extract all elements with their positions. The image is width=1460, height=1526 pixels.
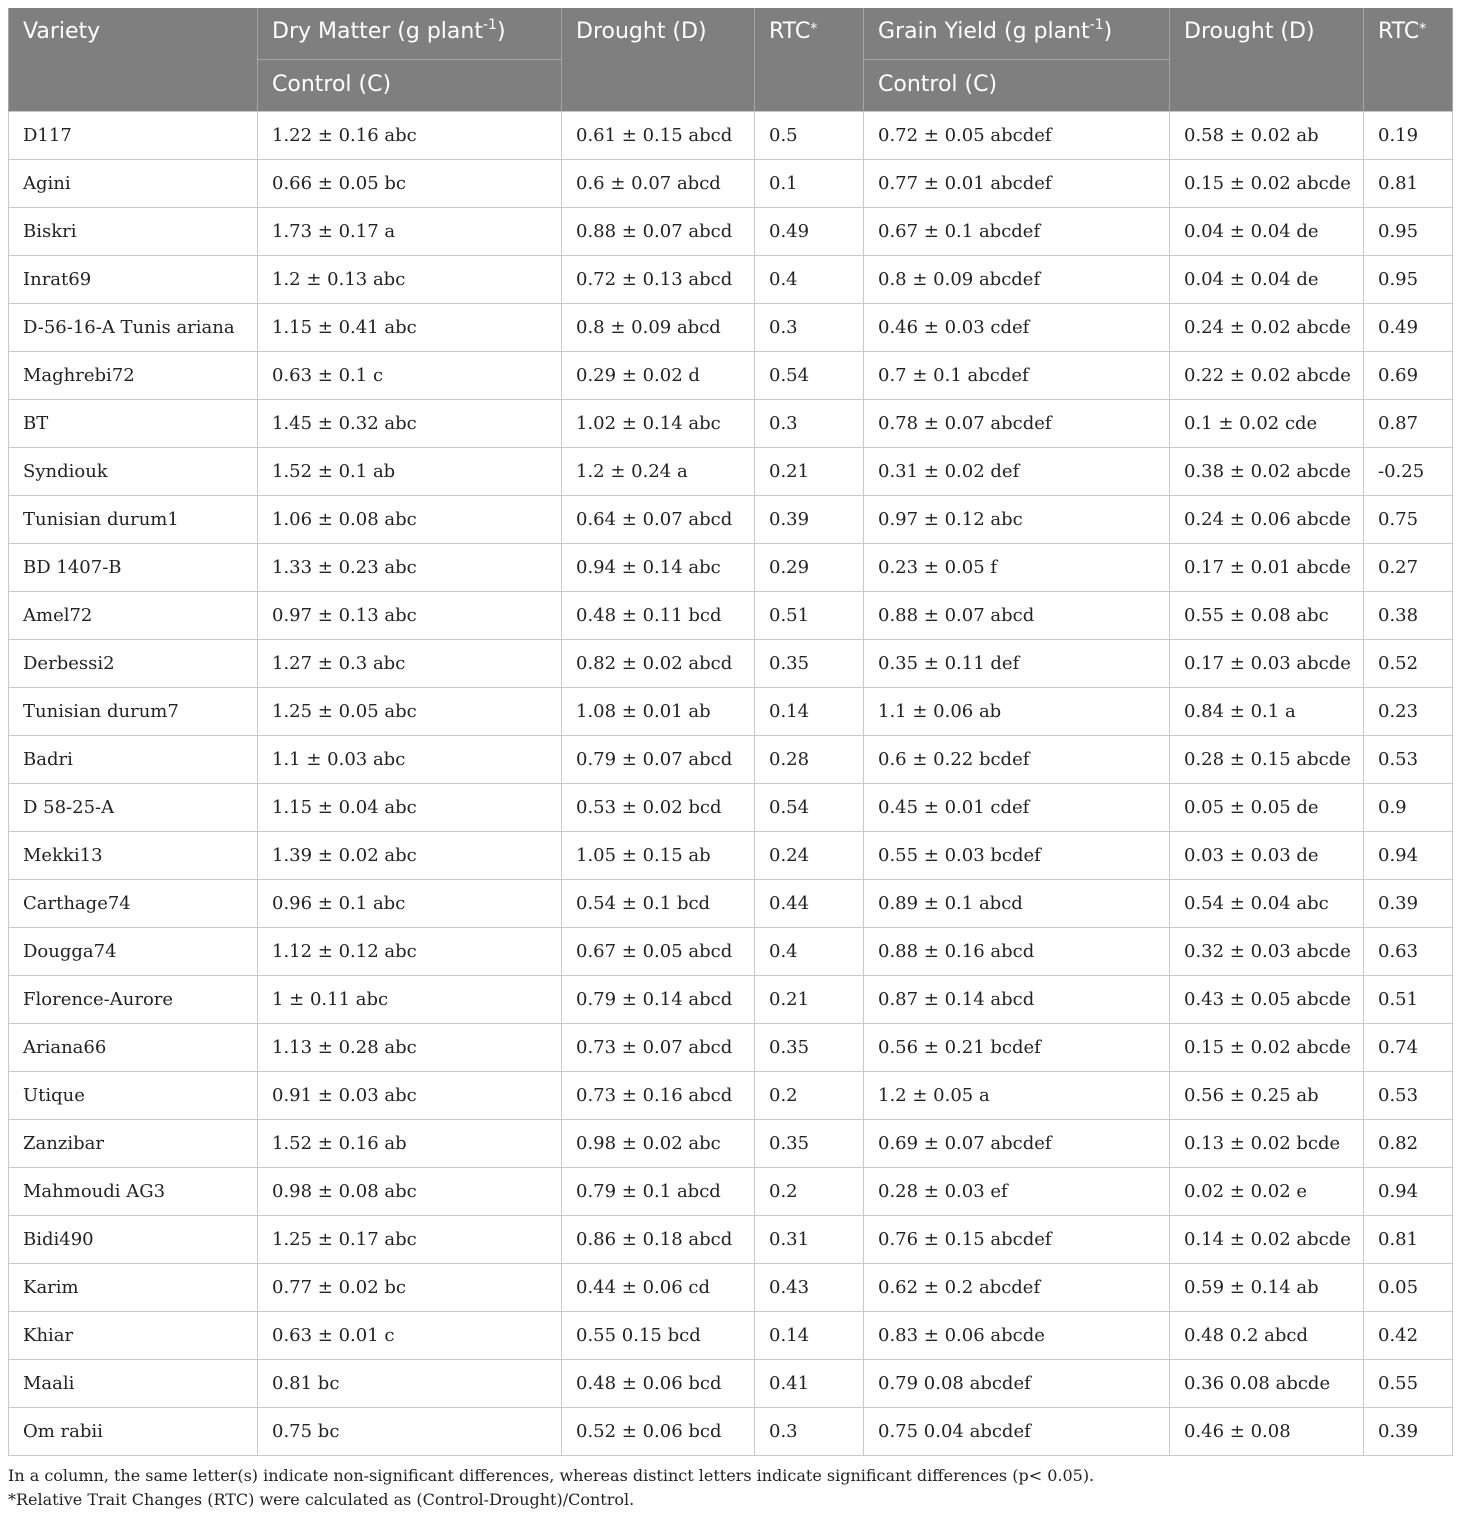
rtc-gy-cell: 0.27 [1364, 543, 1453, 591]
rtc-dm-cell: 0.14 [755, 1311, 864, 1359]
control-dm-cell: 1.13 ± 0.28 abc [258, 1023, 562, 1071]
table-row [9, 1023, 1453, 1071]
rtc-dm-cell: 0.2 [755, 1167, 864, 1215]
header-dry-matter-close: ) [496, 19, 506, 44]
control-dm-cell: 1.73 ± 0.17 a [258, 207, 562, 255]
control-dm-cell: 0.63 ± 0.01 c [258, 1311, 562, 1359]
rtc-gy-cell: 0.94 [1364, 831, 1453, 879]
control-gy-cell: 0.89 ± 0.1 abcd [864, 879, 1170, 927]
variety-cell: D-56-16-A Tunis ariana [9, 303, 258, 351]
drought-dm-cell: 1.2 ± 0.24 a [562, 447, 755, 495]
variety-cell: Florence-Aurore [9, 975, 258, 1023]
drought-gy-cell: 0.15 ± 0.02 abcde [1170, 159, 1364, 207]
table-row [9, 1311, 1453, 1359]
control-gy-cell: 0.79 0.08 abcdef [864, 1359, 1170, 1407]
table-row [9, 591, 1453, 639]
control-gy-cell: 0.35 ± 0.11 def [864, 639, 1170, 687]
header-rtc-dm-text: RTC [769, 19, 811, 44]
table-row [9, 1263, 1453, 1311]
drought-dm-cell: 0.55 0.15 bcd [562, 1311, 755, 1359]
rtc-gy-cell: 0.87 [1364, 399, 1453, 447]
variety-cell: Utique [9, 1071, 258, 1119]
control-gy-cell: 0.46 ± 0.03 cdef [864, 303, 1170, 351]
drought-dm-cell: 0.98 ± 0.02 abc [562, 1119, 755, 1167]
drought-gy-cell: 0.56 ± 0.25 ab [1170, 1071, 1364, 1119]
header-dry-matter-sup: -1 [482, 17, 497, 33]
rtc-gy-cell: 0.9 [1364, 783, 1453, 831]
control-dm-cell: 1.52 ± 0.1 ab [258, 447, 562, 495]
control-gy-cell: 0.88 ± 0.16 abcd [864, 927, 1170, 975]
rtc-gy-cell: 0.82 [1364, 1119, 1453, 1167]
footnotes [8, 1464, 1452, 1512]
variety-cell: Ariana66 [9, 1023, 258, 1071]
control-gy-cell: 0.88 ± 0.07 abcd [864, 591, 1170, 639]
drought-gy-cell: 0.84 ± 0.1 a [1170, 687, 1364, 735]
control-dm-cell: 0.96 ± 0.1 abc [258, 879, 562, 927]
drought-gy-cell: 0.24 ± 0.02 abcde [1170, 303, 1364, 351]
control-gy-cell: 0.8 ± 0.09 abcdef [864, 255, 1170, 303]
drought-gy-cell: 0.46 ± 0.08 [1170, 1407, 1364, 1455]
header-rtc-dm-star: * [810, 21, 818, 37]
control-gy-cell: 0.7 ± 0.1 abcdef [864, 351, 1170, 399]
drought-dm-cell: 0.79 ± 0.1 abcd [562, 1167, 755, 1215]
control-dm-cell: 1.39 ± 0.02 abc [258, 831, 562, 879]
table-row [9, 639, 1453, 687]
header-grain-yield-text: Grain Yield (g plant [878, 19, 1090, 44]
control-dm-cell: 0.66 ± 0.05 bc [258, 159, 562, 207]
rtc-dm-cell: 0.31 [755, 1215, 864, 1263]
control-dm-cell: 0.91 ± 0.03 abc [258, 1071, 562, 1119]
rtc-dm-cell: 0.4 [755, 255, 864, 303]
control-gy-cell: 0.76 ± 0.15 abcdef [864, 1215, 1170, 1263]
drought-dm-cell: 1.05 ± 0.15 ab [562, 831, 755, 879]
footnote-rtc: *Relative Trait Changes (RTC) were calculated as (Control-Drought)/Control. [8, 1489, 635, 1509]
control-dm-cell: 0.81 bc [258, 1359, 562, 1407]
variety-cell: Tunisian durum1 [9, 495, 258, 543]
drought-dm-cell: 0.53 ± 0.02 bcd [562, 783, 755, 831]
drought-gy-cell: 0.38 ± 0.02 abcde [1170, 447, 1364, 495]
drought-gy-cell: 0.48 0.2 abcd [1170, 1311, 1364, 1359]
rtc-gy-cell: 0.05 [1364, 1263, 1453, 1311]
control-dm-cell: 0.98 ± 0.08 abc [258, 1167, 562, 1215]
rtc-dm-cell: 0.3 [755, 1407, 864, 1455]
control-gy-cell: 0.78 ± 0.07 abcdef [864, 399, 1170, 447]
drought-gy-cell: 0.59 ± 0.14 ab [1170, 1263, 1364, 1311]
control-dm-cell: 1.15 ± 0.41 abc [258, 303, 562, 351]
drought-gy-cell: 0.32 ± 0.03 abcde [1170, 927, 1364, 975]
table-row [9, 879, 1453, 927]
variety-cell: Biskri [9, 207, 258, 255]
rtc-gy-cell: 0.95 [1364, 255, 1453, 303]
rtc-gy-cell: 0.69 [1364, 351, 1453, 399]
drought-dm-cell: 0.82 ± 0.02 abcd [562, 639, 755, 687]
rtc-gy-cell: 0.23 [1364, 687, 1453, 735]
rtc-gy-cell: 0.39 [1364, 1407, 1453, 1455]
header-rtc-gy-text: RTC [1378, 19, 1420, 44]
table-row [9, 735, 1453, 783]
table-body [9, 111, 1453, 1455]
header-variety: Variety [9, 8, 258, 111]
control-dm-cell: 1.27 ± 0.3 abc [258, 639, 562, 687]
drought-gy-cell: 0.36 0.08 abcde [1170, 1359, 1364, 1407]
rtc-dm-cell: 0.29 [755, 543, 864, 591]
table-row [9, 1215, 1453, 1263]
variety-cell: Maghrebi72 [9, 351, 258, 399]
header-control-gy: Control (C) [864, 59, 1170, 111]
drought-dm-cell: 0.73 ± 0.07 abcd [562, 1023, 755, 1071]
control-gy-cell: 0.83 ± 0.06 abcde [864, 1311, 1170, 1359]
rtc-gy-cell: 0.39 [1364, 879, 1453, 927]
table-row [9, 1167, 1453, 1215]
control-gy-cell: 0.6 ± 0.22 bcdef [864, 735, 1170, 783]
data-table [8, 8, 1453, 1456]
variety-cell: Syndiouk [9, 447, 258, 495]
drought-dm-cell: 0.88 ± 0.07 abcd [562, 207, 755, 255]
table-row [9, 1071, 1453, 1119]
header-control-dm: Control (C) [258, 59, 562, 111]
variety-cell: Mekki13 [9, 831, 258, 879]
header-dry-matter-text: Dry Matter (g plant [272, 19, 483, 44]
variety-cell: Badri [9, 735, 258, 783]
drought-gy-cell: 0.54 ± 0.04 abc [1170, 879, 1364, 927]
drought-gy-cell: 0.17 ± 0.03 abcde [1170, 639, 1364, 687]
table-row [9, 111, 1453, 159]
rtc-gy-cell: -0.25 [1364, 447, 1453, 495]
rtc-dm-cell: 0.39 [755, 495, 864, 543]
rtc-gy-cell: 0.81 [1364, 1215, 1453, 1263]
variety-cell: Mahmoudi AG3 [9, 1167, 258, 1215]
control-gy-cell: 0.97 ± 0.12 abc [864, 495, 1170, 543]
control-gy-cell: 0.77 ± 0.01 abcdef [864, 159, 1170, 207]
table-row [9, 927, 1453, 975]
control-dm-cell: 1.45 ± 0.32 abc [258, 399, 562, 447]
drought-gy-cell: 0.13 ± 0.02 bcde [1170, 1119, 1364, 1167]
rtc-gy-cell: 0.95 [1364, 207, 1453, 255]
table-row [9, 975, 1453, 1023]
variety-cell: Tunisian durum7 [9, 687, 258, 735]
control-gy-cell: 0.45 ± 0.01 cdef [864, 783, 1170, 831]
control-dm-cell: 0.77 ± 0.02 bc [258, 1263, 562, 1311]
variety-cell: Zanzibar [9, 1119, 258, 1167]
variety-cell: Amel72 [9, 591, 258, 639]
table-row [9, 351, 1453, 399]
rtc-dm-cell: 0.3 [755, 399, 864, 447]
rtc-dm-cell: 0.14 [755, 687, 864, 735]
drought-dm-cell: 0.67 ± 0.05 abcd [562, 927, 755, 975]
table-row [9, 1359, 1453, 1407]
rtc-dm-cell: 0.28 [755, 735, 864, 783]
table-row [9, 255, 1453, 303]
footnote-significance: In a column, the same letter(s) indicate non-significant differences, whereas distinct letters indicate significant differences (p< 0.05). [8, 1465, 1095, 1485]
drought-gy-cell: 0.03 ± 0.03 de [1170, 831, 1364, 879]
rtc-gy-cell: 0.94 [1364, 1167, 1453, 1215]
control-gy-cell: 0.75 0.04 abcdef [864, 1407, 1170, 1455]
table-row [9, 207, 1453, 255]
rtc-dm-cell: 0.44 [755, 879, 864, 927]
variety-cell: Inrat69 [9, 255, 258, 303]
rtc-dm-cell: 0.35 [755, 1119, 864, 1167]
variety-cell: Karim [9, 1263, 258, 1311]
drought-gy-cell: 0.24 ± 0.06 abcde [1170, 495, 1364, 543]
control-dm-cell: 0.97 ± 0.13 abc [258, 591, 562, 639]
control-dm-cell: 1.33 ± 0.23 abc [258, 543, 562, 591]
rtc-dm-cell: 0.1 [755, 159, 864, 207]
rtc-dm-cell: 0.4 [755, 927, 864, 975]
control-dm-cell: 1.15 ± 0.04 abc [258, 783, 562, 831]
rtc-dm-cell: 0.54 [755, 783, 864, 831]
header-row-1 [9, 8, 1453, 59]
rtc-dm-cell: 0.35 [755, 1023, 864, 1071]
rtc-gy-cell: 0.53 [1364, 735, 1453, 783]
drought-gy-cell: 0.1 ± 0.02 cde [1170, 399, 1364, 447]
control-gy-cell: 0.72 ± 0.05 abcdef [864, 111, 1170, 159]
drought-gy-cell: 0.14 ± 0.02 abcde [1170, 1215, 1364, 1263]
header-rtc-gy [1364, 8, 1453, 111]
variety-cell: Khiar [9, 1311, 258, 1359]
table-row [9, 399, 1453, 447]
rtc-dm-cell: 0.51 [755, 591, 864, 639]
control-gy-cell: 0.31 ± 0.02 def [864, 447, 1170, 495]
variety-cell: D 58-25-A [9, 783, 258, 831]
rtc-dm-cell: 0.49 [755, 207, 864, 255]
drought-dm-cell: 0.79 ± 0.07 abcd [562, 735, 755, 783]
control-gy-cell: 0.69 ± 0.07 abcdef [864, 1119, 1170, 1167]
drought-dm-cell: 0.44 ± 0.06 cd [562, 1263, 755, 1311]
control-dm-cell: 0.63 ± 0.1 c [258, 351, 562, 399]
table-row [9, 495, 1453, 543]
drought-dm-cell: 0.6 ± 0.07 abcd [562, 159, 755, 207]
variety-cell: Om rabii [9, 1407, 258, 1455]
table-row [9, 543, 1453, 591]
rtc-gy-cell: 0.49 [1364, 303, 1453, 351]
drought-dm-cell: 0.73 ± 0.16 abcd [562, 1071, 755, 1119]
rtc-dm-cell: 0.3 [755, 303, 864, 351]
table-row [9, 831, 1453, 879]
rtc-gy-cell: 0.81 [1364, 159, 1453, 207]
drought-dm-cell: 1.08 ± 0.01 ab [562, 687, 755, 735]
table-row [9, 1407, 1453, 1455]
rtc-dm-cell: 0.21 [755, 447, 864, 495]
control-gy-cell: 0.23 ± 0.05 f [864, 543, 1170, 591]
rtc-dm-cell: 0.2 [755, 1071, 864, 1119]
rtc-gy-cell: 0.38 [1364, 591, 1453, 639]
drought-gy-cell: 0.04 ± 0.04 de [1170, 207, 1364, 255]
drought-dm-cell: 0.52 ± 0.06 bcd [562, 1407, 755, 1455]
table-row [9, 303, 1453, 351]
drought-dm-cell: 0.48 ± 0.06 bcd [562, 1359, 755, 1407]
drought-gy-cell: 0.28 ± 0.15 abcde [1170, 735, 1364, 783]
drought-gy-cell: 0.55 ± 0.08 abc [1170, 591, 1364, 639]
rtc-gy-cell: 0.75 [1364, 495, 1453, 543]
control-dm-cell: 1 ± 0.11 abc [258, 975, 562, 1023]
control-gy-cell: 0.67 ± 0.1 abcdef [864, 207, 1170, 255]
table-row [9, 447, 1453, 495]
rtc-gy-cell: 0.74 [1364, 1023, 1453, 1071]
rtc-dm-cell: 0.5 [755, 111, 864, 159]
rtc-gy-cell: 0.63 [1364, 927, 1453, 975]
variety-cell: Maali [9, 1359, 258, 1407]
rtc-gy-cell: 0.53 [1364, 1071, 1453, 1119]
drought-gy-cell: 0.05 ± 0.05 de [1170, 783, 1364, 831]
drought-dm-cell: 0.79 ± 0.14 abcd [562, 975, 755, 1023]
header-rtc-dm [755, 8, 864, 111]
control-dm-cell: 1.22 ± 0.16 abc [258, 111, 562, 159]
rtc-dm-cell: 0.35 [755, 639, 864, 687]
table-row [9, 1119, 1453, 1167]
table-row [9, 159, 1453, 207]
rtc-gy-cell: 0.55 [1364, 1359, 1453, 1407]
drought-dm-cell: 0.8 ± 0.09 abcd [562, 303, 755, 351]
control-dm-cell: 1.52 ± 0.16 ab [258, 1119, 562, 1167]
drought-dm-cell: 0.54 ± 0.1 bcd [562, 879, 755, 927]
rtc-gy-cell: 0.42 [1364, 1311, 1453, 1359]
drought-dm-cell: 0.61 ± 0.15 abcd [562, 111, 755, 159]
header-drought-gy: Drought (D) [1170, 8, 1364, 111]
rtc-gy-cell: 0.19 [1364, 111, 1453, 159]
control-dm-cell: 1.25 ± 0.05 abc [258, 687, 562, 735]
drought-gy-cell: 0.22 ± 0.02 abcde [1170, 351, 1364, 399]
header-dry-matter [258, 8, 562, 59]
drought-dm-cell: 0.86 ± 0.18 abcd [562, 1215, 755, 1263]
control-gy-cell: 1.2 ± 0.05 a [864, 1071, 1170, 1119]
drought-dm-cell: 0.72 ± 0.13 abcd [562, 255, 755, 303]
control-dm-cell: 1.1 ± 0.03 abc [258, 735, 562, 783]
control-dm-cell: 1.06 ± 0.08 abc [258, 495, 562, 543]
drought-gy-cell: 0.15 ± 0.02 abcde [1170, 1023, 1364, 1071]
control-dm-cell: 0.75 bc [258, 1407, 562, 1455]
table-row [9, 783, 1453, 831]
variety-cell: Bidi490 [9, 1215, 258, 1263]
control-gy-cell: 0.56 ± 0.21 bcdef [864, 1023, 1170, 1071]
control-gy-cell: 0.87 ± 0.14 abcd [864, 975, 1170, 1023]
rtc-dm-cell: 0.21 [755, 975, 864, 1023]
variety-cell: D117 [9, 111, 258, 159]
drought-dm-cell: 0.64 ± 0.07 abcd [562, 495, 755, 543]
drought-dm-cell: 1.02 ± 0.14 abc [562, 399, 755, 447]
drought-gy-cell: 0.58 ± 0.02 ab [1170, 111, 1364, 159]
rtc-dm-cell: 0.41 [755, 1359, 864, 1407]
variety-cell: BT [9, 399, 258, 447]
table-container [8, 8, 1452, 1512]
variety-cell: Agini [9, 159, 258, 207]
header-grain-yield-close: ) [1103, 19, 1113, 44]
rtc-dm-cell: 0.54 [755, 351, 864, 399]
header-rtc-gy-star: * [1419, 21, 1427, 37]
control-dm-cell: 1.25 ± 0.17 abc [258, 1215, 562, 1263]
variety-cell: Derbessi2 [9, 639, 258, 687]
drought-dm-cell: 0.94 ± 0.14 abc [562, 543, 755, 591]
variety-cell: BD 1407-B [9, 543, 258, 591]
header-grain-yield [864, 8, 1170, 59]
variety-cell: Dougga74 [9, 927, 258, 975]
drought-gy-cell: 0.04 ± 0.04 de [1170, 255, 1364, 303]
header-grain-yield-sup: -1 [1089, 17, 1104, 33]
rtc-dm-cell: 0.24 [755, 831, 864, 879]
control-gy-cell: 0.28 ± 0.03 ef [864, 1167, 1170, 1215]
control-dm-cell: 1.12 ± 0.12 abc [258, 927, 562, 975]
drought-dm-cell: 0.48 ± 0.11 bcd [562, 591, 755, 639]
control-gy-cell: 0.62 ± 0.2 abcdef [864, 1263, 1170, 1311]
table-row [9, 687, 1453, 735]
control-gy-cell: 1.1 ± 0.06 ab [864, 687, 1170, 735]
control-gy-cell: 0.55 ± 0.03 bcdef [864, 831, 1170, 879]
rtc-dm-cell: 0.43 [755, 1263, 864, 1311]
header-drought-dm: Drought (D) [562, 8, 755, 111]
variety-cell: Carthage74 [9, 879, 258, 927]
rtc-gy-cell: 0.52 [1364, 639, 1453, 687]
drought-dm-cell: 0.29 ± 0.02 d [562, 351, 755, 399]
drought-gy-cell: 0.43 ± 0.05 abcde [1170, 975, 1364, 1023]
rtc-gy-cell: 0.51 [1364, 975, 1453, 1023]
control-dm-cell: 1.2 ± 0.13 abc [258, 255, 562, 303]
drought-gy-cell: 0.02 ± 0.02 e [1170, 1167, 1364, 1215]
drought-gy-cell: 0.17 ± 0.01 abcde [1170, 543, 1364, 591]
